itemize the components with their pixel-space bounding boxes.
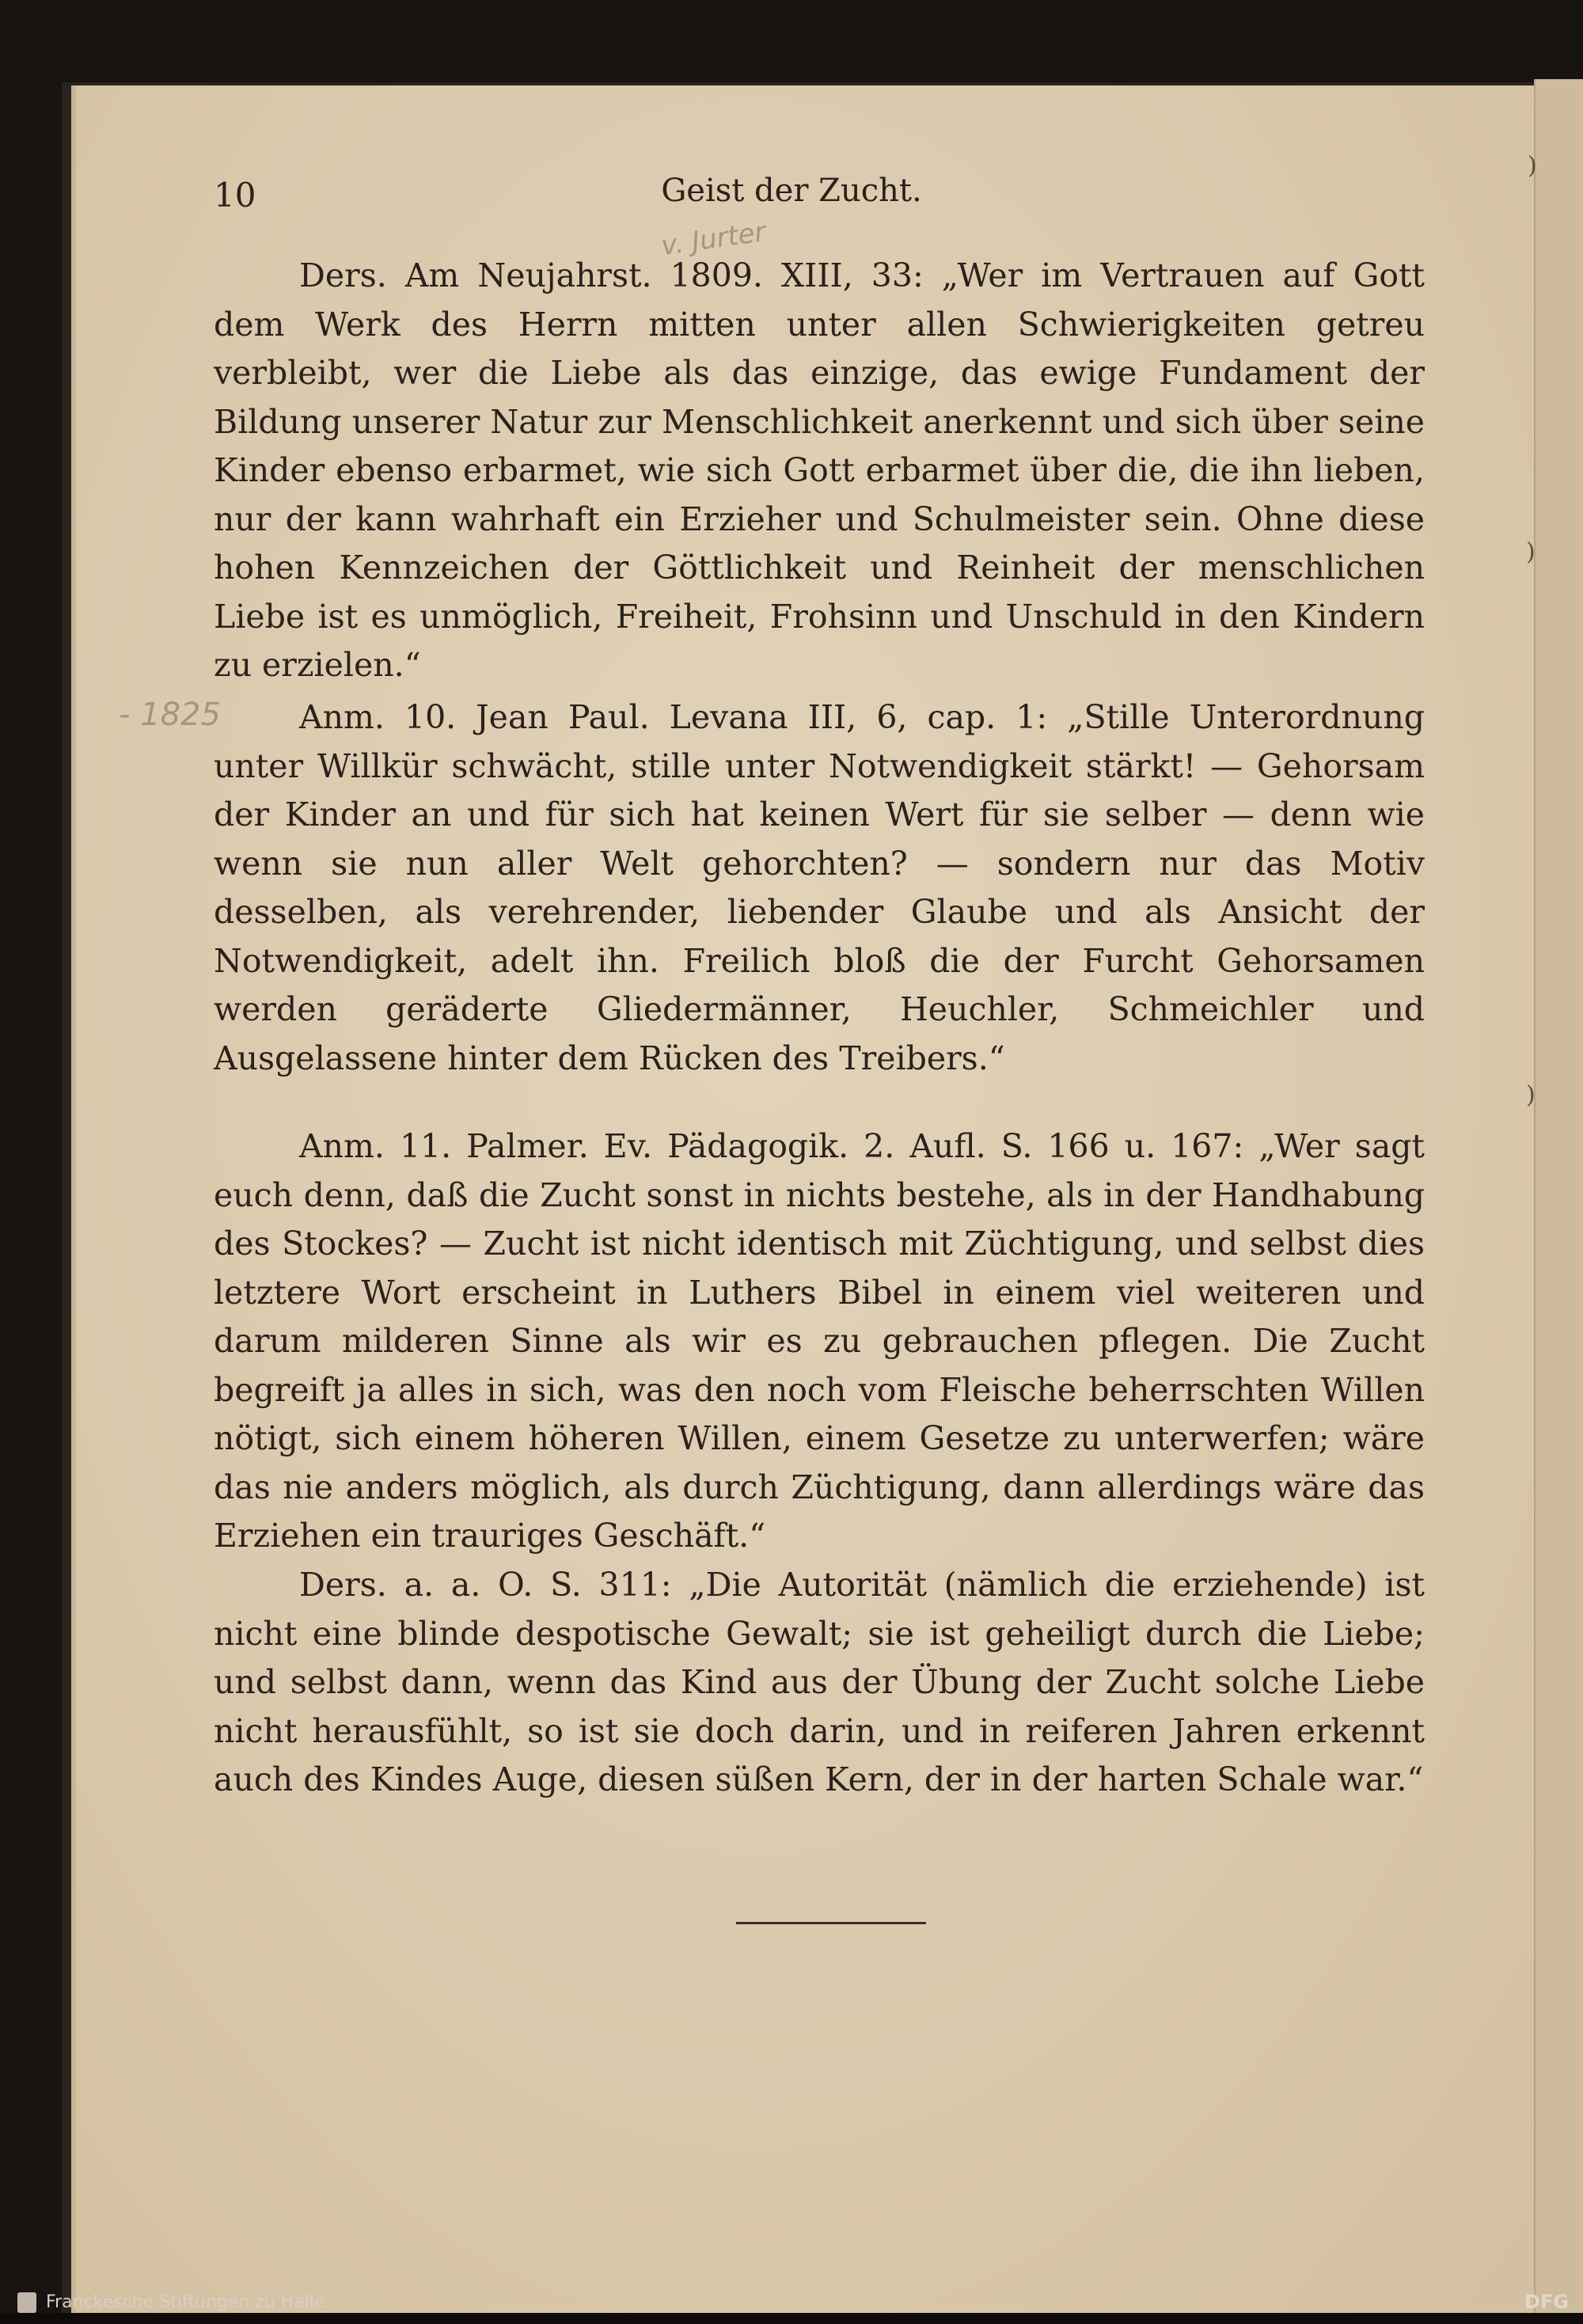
closing-rule xyxy=(736,1922,926,1924)
running-title: Geist der Zucht. xyxy=(661,173,922,209)
edge-tab-mark: ) xyxy=(1528,152,1537,180)
dfg-logo: DFG xyxy=(1524,2291,1569,2313)
paragraph-block-4 xyxy=(214,1561,1425,1805)
edge-tab-mark: ) xyxy=(1526,1081,1536,1109)
paragraph-block-2 xyxy=(214,693,1425,1083)
footer-institution: Franckesche Stiftungen zu Halle xyxy=(46,2292,325,2312)
paragraph-block-1 xyxy=(214,252,1425,690)
paragraph: Ders. a. a. O. S. 311: „Die Autorität (nämlich die erziehende) ist nicht eine blinde despotische Gewalt; sie ist geheiligt durch die Liebe; und selbst dann, wenn das Kind aus der Übung der Zucht solche Liebe nicht herausfühlt, so ist sie doch darin, und in reiferen Jahren erkennt auch des Kindes Auge, diesen süßen Kern, der in der harten Schale war.“ xyxy=(214,1566,1425,1798)
edge-tab-mark: ) xyxy=(1526,538,1536,566)
handwritten-note-top: v. Jurter xyxy=(659,215,768,263)
adjacent-page-edge xyxy=(1534,79,1583,2319)
footer-bar xyxy=(0,2313,1583,2324)
page-number: 10 xyxy=(214,176,256,215)
paragraph: Anm. 11. Palmer. Ev. Pädagogik. 2. Aufl. S. 166 u. 167: „Wer sagt euch denn, daß die Zucht sonst in nichts bestehe, als in der Handhabung des Stockes? — Zucht ist nicht identisch mit Züchtigung, und selbst dies letztere Wort erscheint in Luthers Bibel in einem viel weiteren und darum milderen Sinne als wir es zu gebrauchen pflegen. Die Zucht begreift ja alles in sich, was den noch vom Fleische beherrschten Willen nötigt, sich einem höheren Willen, einem Gesetze zu unterwerfen; wäre das nie anders möglich, als durch Züchtigung, dann allerdings wäre das Erziehen ein trauriges Geschäft.“ xyxy=(214,1127,1425,1555)
institution-logo-icon xyxy=(17,2292,36,2313)
handwritten-note-left: - 1825 xyxy=(119,697,221,733)
paragraph: Anm. 10. Jean Paul. Levana III, 6, cap. 1: „Stille Unterordnung unter Willkür schwächt, stille unter Notwendigkeit stärkt! — Gehorsam der Kinder an und für sich hat keinen Wert für sie selber — denn wie wenn sie nun aller Welt gehorchten? — sondern nur das Motiv desselben, als verehrender, liebender Glaube und als Ansicht der Notwendigkeit, adelt ihn. Freilich bloß die der Furcht Gehorsamen werden geräderte Gliedermänner, Heuchler, Schmeichler und Ausgelassene hinter dem Rücken des Treibers.“ xyxy=(214,698,1425,1077)
paragraph-block-3 xyxy=(214,1122,1425,1561)
paragraph: Ders. Am Neujahrst. 1809. XIII, 33: „Wer im Vertrauen auf Gott dem Werk des Herrn mitten unter allen Schwierigkeiten getreu verbleibt, wer die Liebe als das einzige, das ewige Fundament der Bildung unserer Natur zur Menschlichkeit anerkennt und sich über seine Kinder ebenso erbarmet, wie sich Gott erbarmet über die, die ihn lieben, nur der kann wahrhaft ein Erzieher und Schulmeister sein. Ohne diese hohen Kennzeichen der Göttlichkeit und Reinheit der menschlichen Liebe ist es unmöglich, Freiheit, Frohsinn und Unschuld in den Kindern zu erzielen.“ xyxy=(214,256,1425,684)
